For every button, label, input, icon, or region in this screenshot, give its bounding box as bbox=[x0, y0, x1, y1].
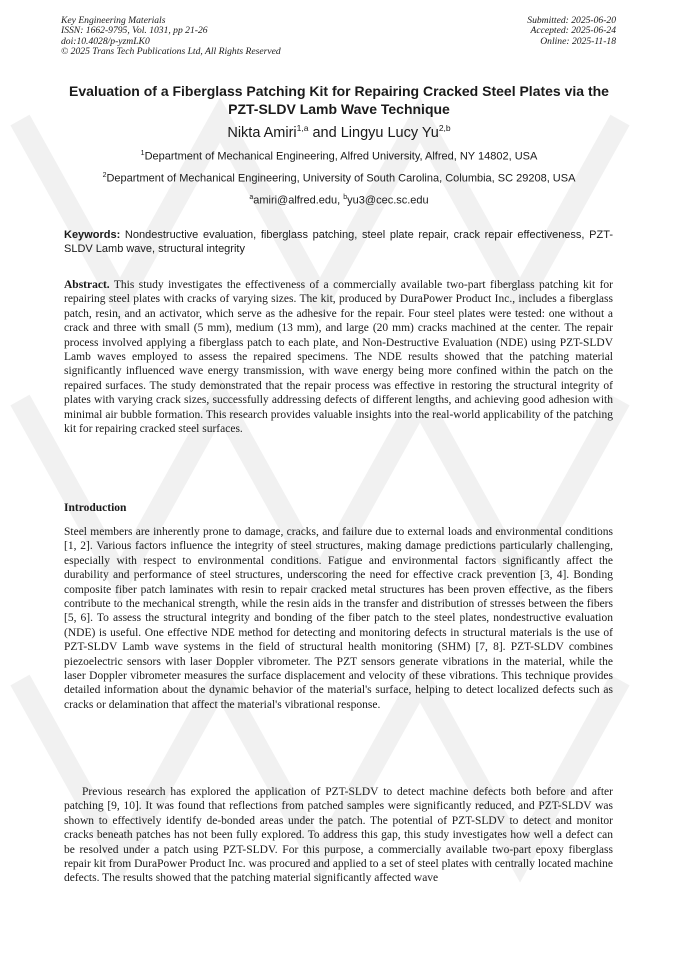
author-name: Nikta Amiri bbox=[227, 124, 297, 141]
abstract-text: This study investigates the effectiveness of a commercially available two-part fiberglass patching kit for repairing steel plates with cracks of varying sizes. The kit, produced by DuraPower Product Inc., includes a fiberglass patch, resin, and an activator, which serve as the adhesive for the repair. Four steel plates were tested: one without a crack and three with small (5 mm), medium (13 mm), and large (20 mm) cracks machined at the center. The repair process involved applying a fiberglass patch to each plate, and Non-Destructive Evaluation (NDE) using PZT-SLDV Lamb waves employed to assess the repaired specimens. The NDE results showed that the patching material significantly influenced wave energy transmission, with wave energy being more confined within the patch on the repaired surfaces. The study demonstrated that the repair process was effective in restoring the structural integrity of plates with varying crack sizes, successfully addressing defects of different lengths, and achieving good adhesion with minimal air bubble formation. This research provides valuable insights into the real-world applicability of the patching kit for repairing cracked steel surfaces. bbox=[64, 279, 613, 436]
accepted-date: Accepted: 2025-06-24 bbox=[530, 25, 616, 37]
publication-dates bbox=[527, 16, 616, 58]
affiliation-superscript: 2 bbox=[102, 172, 107, 179]
email-address: amiri@alfred.edu, bbox=[253, 194, 344, 207]
affiliation-text: Department of Mechanical Engineering, University of South Carolina, Columbia, SC 29208, USA bbox=[106, 172, 576, 185]
introduction-paragraph-1: Steel members are inherently prone to damage, cracks, and failure due to external loads and environmental conditions [1, 2]. Various factors influence the integrity of steel structures, making damage predictions particularly challenging, especially with respect to environmental conditions. Fatigue and environmental factors significantly affect the durability and performance of steel structures, underscoring the need for effective crack prevention [3, 4]. Bonding composite fiber patch laminates with resin to repair cracked metal structures has been proven effective, as the fibers contribute to the mechanical strength, while the resin aids in the transfer and distribution of stresses between the fibers [5, 6]. To assess the structural integrity and bonding of the fiber patch to the steel plates, nondestructive evaluation (NDE) is useful. One effective NDE method for detecting and monitoring defects in structural materials is the use of PZT-SLDV Lamb wave systems in the field of structural health monitoring (SHM) [7, 8]. PZT-SLDV combines piezoelectric sensors with laser Doppler vibrometer. The PZT sensors generate vibrations in the material, while the laser Doppler vibrometer measures the surface displacement and velocity of these vibrations. This technique provides detailed information about the dynamic behavior of the material's surface, helping to detect localized defects such as cracks or delamination that affect the material's vibrational response. bbox=[64, 526, 613, 711]
online-date: Online: 2025-11-18 bbox=[540, 35, 616, 47]
paper-title: Evaluation of a Fiberglass Patching Kit for Repairing Cracked Steel Plates via the PZT-SLDV Lamb Wave Technique bbox=[69, 83, 609, 117]
abstract-label: Abstract. bbox=[64, 279, 110, 291]
author-line bbox=[60, 123, 618, 141]
author-superscript: 2,b bbox=[438, 123, 451, 133]
keywords-text: Nondestructive evaluation, fiberglass patching, steel plate repair, crack repair effectiveness, PZT-SLDV Lamb wave, structural integrity bbox=[64, 229, 613, 255]
email-superscript: b bbox=[343, 194, 348, 201]
submitted-date: Submitted: 2025-06-20 bbox=[527, 15, 616, 26]
email-line bbox=[40, 194, 638, 207]
journal-name: Key Engineering Materials bbox=[61, 15, 166, 26]
author-superscript: 1,a bbox=[296, 123, 309, 133]
author-name: Lingyu Lucy Yu bbox=[340, 124, 439, 141]
email-superscript: a bbox=[249, 194, 254, 201]
keywords-block bbox=[64, 228, 613, 256]
publication-info bbox=[61, 16, 281, 58]
keywords-label: Keywords: bbox=[64, 229, 121, 241]
affiliation-text: Department of Mechanical Engineering, Alfred University, Alfred, NY 14802, USA bbox=[144, 150, 538, 163]
doi-line: doi:10.4028/p-yzmLK0 bbox=[61, 35, 150, 47]
issn-line: ISSN: 1662-9795, Vol. 1031, pp 21-26 bbox=[61, 25, 208, 37]
email-address: yu3@cec.sc.edu bbox=[347, 194, 429, 207]
introduction-paragraph-2: Previous research has explored the application of PZT-SLDV to detect machine defects both before and after patching [9, 10]. It was found that reflections from patched samples were significantly reduced, and PZT-SLDV was shown to effectively identify de-bonded areas under the patch. The potential of PZT-SLDV to detect and monitor cracks beneath patches has not been fully explored. To address this gap, this study investigates how well a defect can be resolved under a patch using PZT-SLDV. For this purpose, a commercially available two-part epoxy fiberglass repair kit from DuraPower Product Inc. was procured and applied to a set of steel plates with centrally located machine defects. The results showed that the patching material significantly affected wave bbox=[64, 786, 613, 885]
introduction-heading: Introduction bbox=[64, 502, 127, 514]
affiliation-2 bbox=[40, 172, 638, 185]
author-conjunction: and bbox=[308, 124, 341, 141]
affiliation-superscript: 1 bbox=[140, 150, 145, 157]
abstract-block bbox=[64, 278, 613, 436]
publication-header bbox=[61, 16, 616, 58]
affiliation-1 bbox=[40, 150, 638, 163]
copyright-line: © 2025 Trans Tech Publications Ltd, All Rights Reserved bbox=[61, 46, 281, 58]
